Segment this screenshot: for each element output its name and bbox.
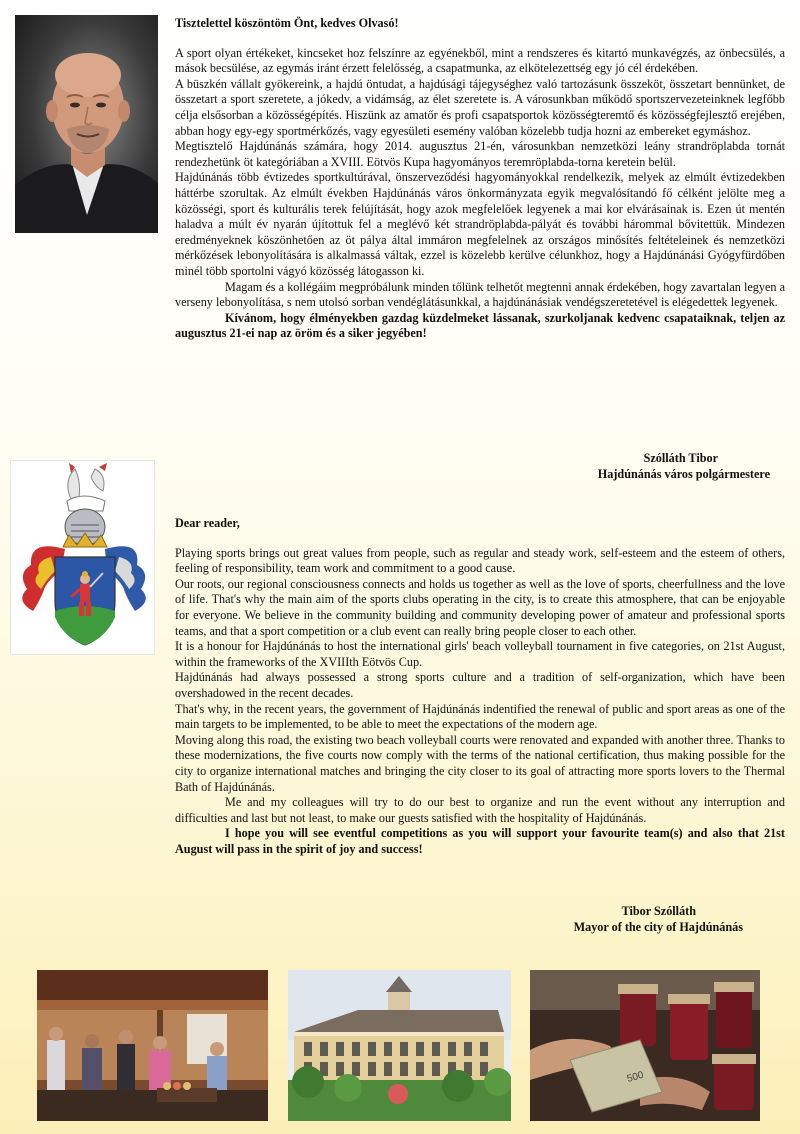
- banknote-value: 500: [625, 1069, 645, 1085]
- town-hall-photo: [288, 970, 511, 1121]
- signature-name: Tibor Szólláth: [621, 904, 696, 918]
- hungarian-paragraph: Megtisztelő Hajdúnánás számára, hogy 2014. augusztus 21-én, városunkban nemzetközi leány strandröplabda tornát rendezhetünk öt kategóriában a XVIII. Eötvös Kupa hagyományos teremröplabda-torna keretein belül.: [175, 139, 785, 169]
- english-paragraph: Our roots, our regional consciousness connects and holds us together as well as the love of sports, cheerfullness and the love of life. That's why the main aim of the sports clubs operating in the city, is to create this atmosphere, that can be enjoyable for everyone. We believe in the community building and community developing power of amateur and professional sports teams, and that a sport competition or a club event can really bring people closer to each other.: [175, 576, 785, 638]
- hungarian-closing: Kívánom, hogy élményekben gazdag küzdelmeket lássanak, szurkoljanak kedvenc csapataiknak, teljen az augusztus 21-ei nap az öröm és a siker jegyében!: [175, 310, 785, 341]
- hungarian-signature: [175, 450, 770, 482]
- english-paragraph: Hajdúnánás had always possessed a strong sports culture and a tradition of self-organization, which have been overshadowed in the recent decades.: [175, 670, 785, 700]
- signature-title: Hajdúnánás város polgármestere: [597, 467, 770, 481]
- english-signature: [175, 903, 743, 935]
- hungarian-greeting: Tisztelettel köszöntöm Önt, kedves Olvasó!: [175, 16, 399, 30]
- hungarian-paragraph: A büszkén vállalt gyökereink, a hajdú öntudat, a hajdúsági tájegységhez való tartozásunk összeköt, összetart bennünket, de összetart a sport szeretete, a jókedv, a vidámság, az élet szeretete is. A városunkban működő sportszervezeteinknek legfőbb célja elsősorban a közösségépítés. Hiszünk az amatőr és profi csapatsportok közösségteremtő és közösségfejlesztő erejében, abban hogy egy-egy sportmérkőzés, vagy egyesületi esemény valóban közelebb tudja hozni az embereket egymáshoz.: [175, 76, 785, 138]
- signature-name: Szólláth Tibor: [643, 451, 718, 465]
- market-stall-photo: [37, 970, 268, 1121]
- english-paragraph: It is a honour for Hajdúnánás to host the international girls' beach volleyball tournament in five categories, on 21st August, within the frameworks of the XVIIIth Eötvös Cup.: [175, 639, 785, 669]
- mayor-portrait: [15, 15, 158, 233]
- jam-jars-photo: [530, 970, 760, 1121]
- english-paragraph: Playing sports brings out great values from people, such as regular and steady work, self-esteem and the esteem of others, feeling of responsibility, team work and commitment to a good cause.: [175, 545, 785, 576]
- english-greeting: Dear reader,: [175, 516, 240, 530]
- english-letter: [175, 516, 785, 857]
- signature-title: Mayor of the city of Hajdúnánás: [573, 920, 743, 934]
- english-closing: I hope you will see eventful competitions as you will support your favourite team(s) and also that 21st August will pass in the spirit of joy and success!: [175, 826, 785, 856]
- english-paragraph: Moving along this road, the existing two beach volleyball courts were renovated and expanded with another three. Thanks to these modernizations, the five courts now comply with the terms of the national certification, thus making possible for the city to organize international matches and bringing the city closer to its goal of attracting more sports lovers to the Thermal Bath of Hajdúnánás.: [175, 732, 785, 794]
- english-paragraph: Me and my colleagues will try to do our best to organize and run the event without any interruption and difficulties and last but not least, to make our guests satisfied with the hospitality of Hajdúnánás.: [175, 795, 785, 825]
- hungarian-paragraph: A sport olyan értékeket, kincseket hoz felszínre az egyénekből, mint a rendszeres és kitartó munkavégzés, az önbecsülés, a mások becsülése, az egymás iránt érzett felelősség, a csapatmunka, az elkötelezettség egy jó cél érdekében.: [175, 45, 785, 76]
- hungarian-paragraph: Hajdúnánás több évtizedes sportkultúrával, önszerveződési hagyományokkal rendelkezik, melyek az elmúlt évtizedekben háttérbe szorultak. Az elmúlt években Hajdúnánás város önkormányzata egyik megvalósítandó fő célként jelölte meg a közösségi, sport és kulturális terek felújítását, hogy azok megfelelőek legyenek a mai kor elvárásainak is. Ezen út mentén haladva a múlt év nyarán újítottuk fel a meglévő két strandröplabda-pályát és további hárommal bővitettük. Mindezen eredményeknek köszönhetően az öt pálya által immáron megfelelnek az országos minősítés feltételeinek és nemzetközi mérkőzések lebonyolítására is alkalmassá váltak, ezzel is közelebb kerülve célunkhoz, hogy a Hajdúnánási Gyógyfürdőben minél több sportolni vágyó közösség látogasson ki.: [175, 170, 785, 278]
- hungarian-paragraph: Magam és a kollégáim megpróbálunk minden tőlünk telhetőt megtenni annak érdekében, hogy zavartalan legyen a verseny lebonyolítása, s nem utolsó sorban vendéglátásunkkal, a hajdúnánásiak vendégszeretetével is elégedettek legyenek.: [175, 279, 785, 310]
- coat-of-arms: [10, 460, 155, 655]
- english-paragraph: That's why, in the recent years, the government of Hajdúnánás indentified the renewal of public and sport areas as one of the main targets to be implemented, to be able to meet the expectations of the modern age.: [175, 701, 785, 732]
- hungarian-letter: [175, 16, 785, 342]
